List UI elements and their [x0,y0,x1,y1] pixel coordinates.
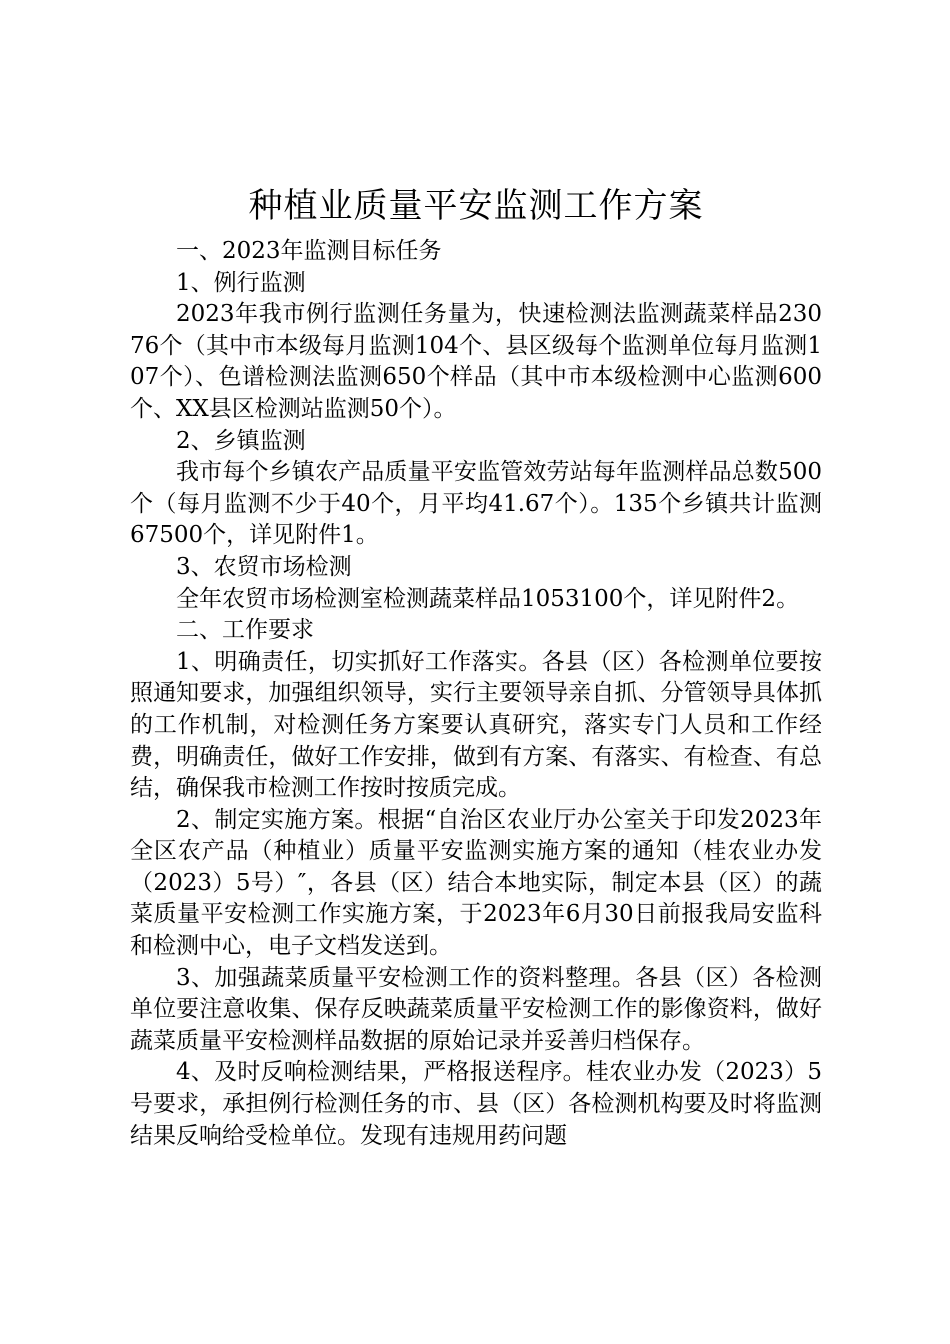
paragraph-requirement-1: 1、明确责任，切实抓好工作落实。各县（区）各检测单位要按照通知要求，加强组织领导，实行主要领导亲自抓、分管领导具体抓的工作机制，对检测任务方案要认真研究，落实专门人员和工作经费，明确责任，做好工作安排，做到有方案、有落实、有检查、有总结，确保我市检测工作按时按质完成。 [130,648,822,802]
paragraph-requirement-4: 4、及时反响检测结果，严格报送程序。桂农业办发（2023）5号要求，承担例行检测任务的市、县（区）各检测机构要及时将监测结果反响给受检单位。发现有违规用药问题 [130,1059,822,1149]
paragraph-market-testing: 全年农贸市场检测室检测蔬菜样品1053100个，详见附件2。 [176,585,800,612]
paragraph-requirement-3: 3、加强蔬菜质量平安检测工作的资料整理。各县（区）各检测单位要注意收集、保存反映蔬菜质量平安检测工作的影像资料，做好蔬菜质量平安检测样品数据的原始记录并妥善归档保存。 [130,964,822,1054]
paragraph-township-monitoring: 我市每个乡镇农产品质量平安监管效劳站每年监测样品总数500个（每月监测不少于40个，月平均41.67个）。135个乡镇共计监测67500个，详见附件1。 [130,459,822,549]
paragraph-routine-monitoring: 2023年我市例行监测任务量为，快速检测法监测蔬菜样品23076个（其中市本级每月监测104个、县区级每个监测单位每月监测107个）、色谱检测法监测650个样品（其中市本级检测中心监测600个、XX县区检测站监测50个）。 [130,301,822,422]
paragraph-requirement-2: 2、制定实施方案。根据“自治区农业厅办公室关于印发2023年全区农产品（种植业）质量平安监测实施方案的通知（桂农业办发（2023）5号）″，各县（区）结合本地实际，制定本县（区）的蔬菜质量平安检测工作实施方案，于2023年6月30日前报我局安监科和检测中心，电子文档发送到。 [130,806,822,960]
subheading-market-testing: 3、农贸市场检测 [176,553,352,580]
document-title: 种植业质量平安监测工作方案 [248,186,704,226]
document-page [130,180,822,1152]
subheading-township-monitoring: 2、乡镇监测 [176,427,306,454]
section-heading-monitoring-targets: 一、2023年监测目标任务 [176,238,442,264]
section-heading-work-requirements: 二、工作要求 [176,617,314,644]
subheading-routine-monitoring: 1、例行监测 [176,269,306,296]
